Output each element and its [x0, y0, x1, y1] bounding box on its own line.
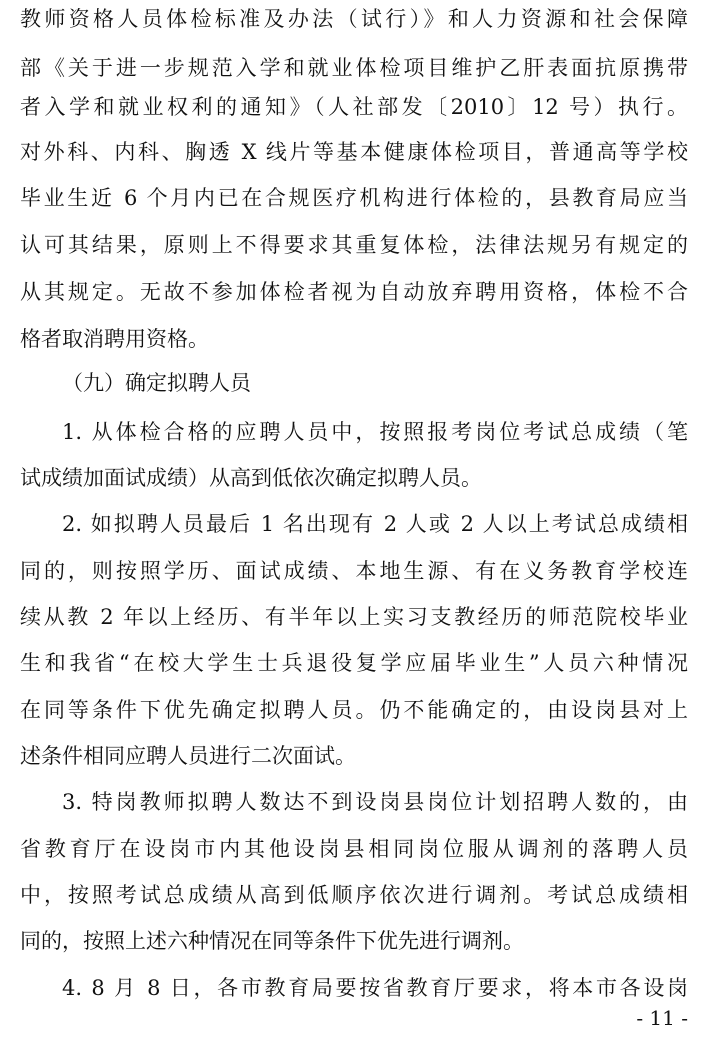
paragraph-first-line: 3. 特岗教师拟聘人数达不到设岗县岗位计划招聘人数的，由: [62, 790, 688, 814]
body-line: 述条件相同应聘人员进行二次面试。: [20, 744, 356, 768]
body-line: 部《关于进一步规范入学和就业体检项目维护乙肝表面抗原携带: [20, 56, 688, 80]
body-line: 同的，按照上述六种情况在同等条件下优先进行调剂。: [20, 929, 524, 953]
body-line: 认可其结果，原则上不得要求其重复体检，法律法规另有规定的: [20, 233, 688, 257]
body-line: 省教育厅在设岗市内其他设岗县相同岗位服从调剂的落聘人员: [20, 837, 688, 861]
body-line: 试成绩加面试成绩）从高到低依次确定拟聘人员。: [20, 466, 482, 490]
body-line: 生和我省“在校大学生士兵退役复学应届毕业生”人员六种情况: [20, 651, 688, 675]
body-line: 对外科、内科、胸透 X 线片等基本健康体检项目，普通高等学校: [20, 140, 688, 164]
body-line: 格者取消聘用资格。: [20, 327, 209, 351]
section-heading: （九）确定拟聘人员: [62, 371, 251, 395]
body-line: 续从教 2 年以上经历、有半年以上实习支教经历的师范院校毕业: [20, 605, 688, 629]
paragraph-first-line: 4. 8 月 8 日，各市教育局要按省教育厅要求，将本市各设岗: [62, 976, 688, 1000]
body-line: 中，按照考试总成绩从高到低顺序依次进行调剂。考试总成绩相: [20, 883, 688, 907]
body-line: 在同等条件下优先确定拟聘人员。仍不能确定的，由设岗县对上: [20, 698, 688, 722]
paragraph-first-line: 1. 从体检合格的应聘人员中，按照报考岗位考试总成绩（笔: [62, 420, 688, 444]
body-line: 毕业生近 6 个月内已在合规医疗机构进行体检的，县教育局应当: [20, 186, 688, 210]
body-line: 从其规定。无故不参加体检者视为自动放弃聘用资格，体检不合: [20, 280, 688, 304]
body-line: 教师资格人员体检标准及办法（试行）》和人力资源和社会保障: [20, 7, 688, 31]
body-line: 同的，则按照学历、面试成绩、本地生源、有在义务教育学校连: [20, 559, 688, 583]
body-line: 者入学和就业权利的通知》（人社部发〔2010〕12 号）执行。: [20, 95, 688, 119]
page-number: - 11 -: [636, 1006, 688, 1030]
paragraph-first-line: 2. 如拟聘人员最后 1 名出现有 2 人或 2 人以上考试总成绩相: [62, 512, 688, 536]
